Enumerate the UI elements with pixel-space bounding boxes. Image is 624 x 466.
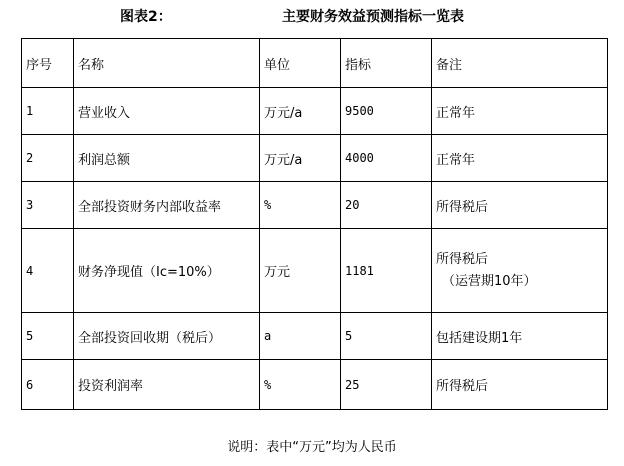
cell-seq: 3 <box>22 182 74 229</box>
cell-unit: 万元 <box>260 229 341 313</box>
cell-unit: 万元/a <box>260 135 341 182</box>
note-sub: （运营期10年） <box>442 273 537 289</box>
cell-seq: 2 <box>22 135 74 182</box>
table-row <box>22 135 608 182</box>
cell-unit: 万元/a <box>260 88 341 135</box>
cell-seq: 6 <box>22 360 74 410</box>
column-header-seq: 序号 <box>22 39 74 88</box>
column-header-unit: 单位 <box>260 39 341 88</box>
cell-note: 所得税后 <box>432 182 608 229</box>
cell-value: 9500 <box>341 88 432 135</box>
cell-seq: 4 <box>22 229 74 313</box>
cell-value: 5 <box>341 313 432 360</box>
cell-name: 财务净现值（Ic=10%） <box>74 229 260 313</box>
table-header-row <box>22 39 608 88</box>
table-row <box>22 229 608 313</box>
cell-unit: a <box>260 313 341 360</box>
table-row <box>22 313 608 360</box>
cell-note: 所得税后 <box>432 360 608 410</box>
cell-note: 正常年 <box>432 88 608 135</box>
cell-name: 营业收入 <box>74 88 260 135</box>
cell-value: 25 <box>341 360 432 410</box>
note-main: 所得税后 <box>436 251 489 267</box>
document-header <box>0 6 624 28</box>
cell-name: 投资利润率 <box>74 360 260 410</box>
column-header-value: 指标 <box>341 39 432 88</box>
cell-seq: 1 <box>22 88 74 135</box>
table-title: 主要财务效益预测指标一览表 <box>282 9 464 25</box>
table-row <box>22 88 608 135</box>
cell-seq: 5 <box>22 313 74 360</box>
cell-name: 利润总额 <box>74 135 260 182</box>
table-row <box>22 360 608 410</box>
cell-unit: % <box>260 182 341 229</box>
footer-note: 说明：表中“万元”均为人民币 <box>227 440 397 455</box>
cell-name: 全部投资财务内部收益率 <box>74 182 260 229</box>
cell-value: 4000 <box>341 135 432 182</box>
cell-value: 1181 <box>341 229 432 313</box>
cell-unit: % <box>260 360 341 410</box>
cell-name: 全部投资回收期（税后） <box>74 313 260 360</box>
column-header-name: 名称 <box>74 39 260 88</box>
figure-label: 图表2： <box>120 9 172 25</box>
financial-indicators-table <box>21 38 608 410</box>
table-row <box>22 182 608 229</box>
cell-value: 20 <box>341 182 432 229</box>
cell-note: 正常年 <box>432 135 608 182</box>
cell-note: 包括建设期1年 <box>432 313 608 360</box>
cell-note <box>432 229 608 313</box>
column-header-note: 备注 <box>432 39 608 88</box>
